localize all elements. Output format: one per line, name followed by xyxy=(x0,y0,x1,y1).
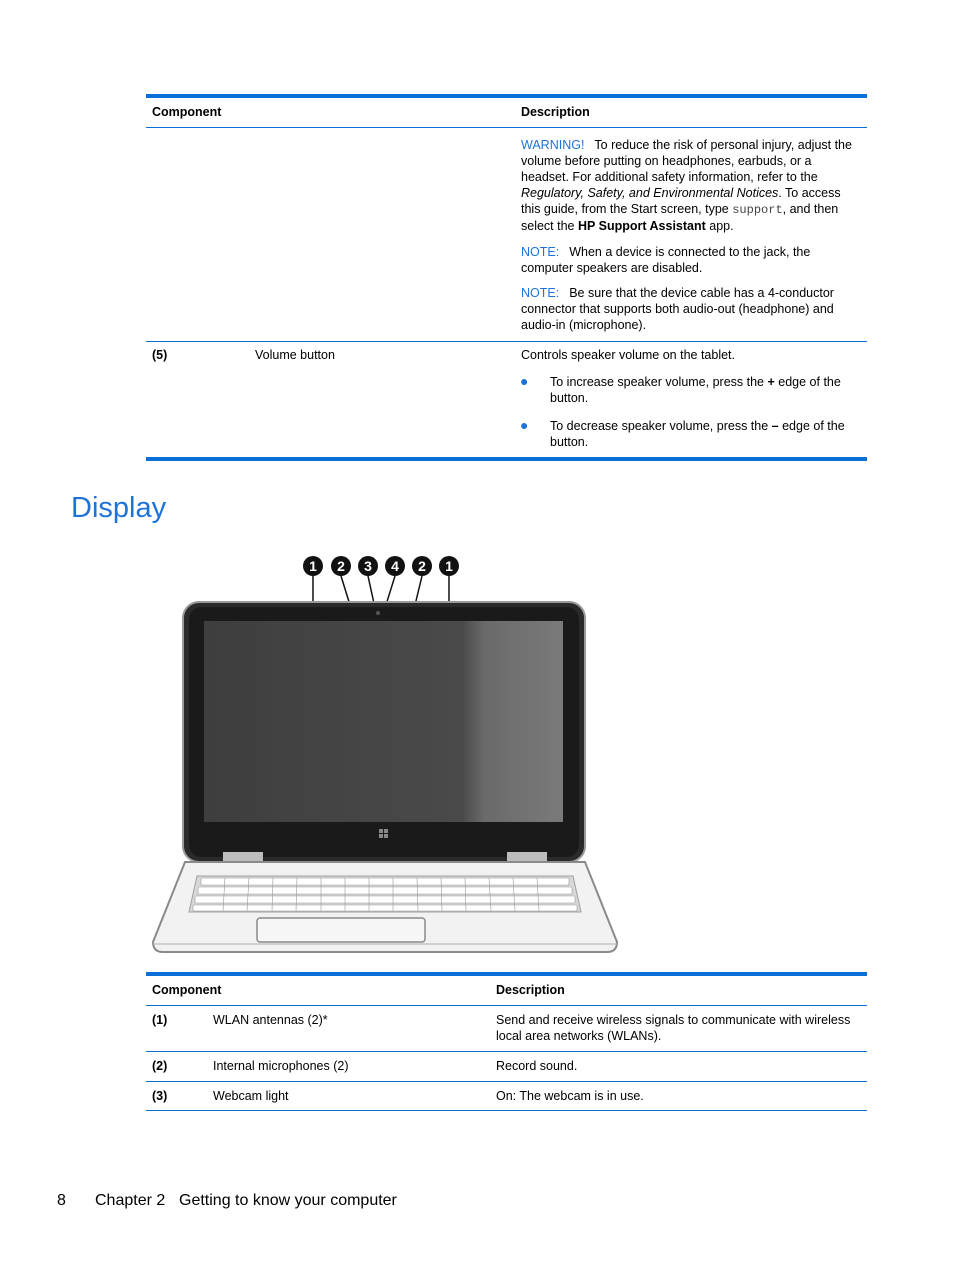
chapter-label: Chapter 2 xyxy=(95,1192,166,1209)
bullet-icon: ● xyxy=(520,373,529,389)
note-label: NOTE: xyxy=(521,286,560,300)
column-header-component: Component xyxy=(152,983,222,997)
row-description: On: The webcam is in use. xyxy=(496,1089,644,1103)
callout-3: 3 xyxy=(364,558,372,574)
bullet-item-increase xyxy=(550,374,860,406)
warning-command: support xyxy=(732,203,783,217)
header-divider xyxy=(146,1005,867,1006)
plus-symbol: + xyxy=(767,375,775,389)
row-number: (5) xyxy=(152,348,168,362)
row-divider xyxy=(146,1051,867,1052)
table-top-rule xyxy=(146,972,867,976)
row-number: (1) xyxy=(152,1013,168,1027)
row-component: Internal microphones (2) xyxy=(213,1059,349,1073)
chapter-title: Getting to know your computer xyxy=(179,1192,397,1209)
row-description: Controls speaker volume on the tablet. xyxy=(521,348,736,362)
warning-app-name: HP Support Assistant xyxy=(578,219,706,233)
note-text: When a device is connected to the jack, the computer speakers are disabled. xyxy=(521,245,811,275)
note-text: Be sure that the device cable has a 4-conductor connector that supports both audio-out (headphone) and audio-in (microphone). xyxy=(521,286,834,332)
row-divider xyxy=(146,1110,867,1111)
row-component: WLAN antennas (2)* xyxy=(213,1013,328,1027)
warning-text-4: app. xyxy=(709,219,734,233)
warning-block xyxy=(521,137,861,234)
row-component: Webcam light xyxy=(213,1089,289,1103)
section-title: Display xyxy=(71,492,167,524)
header-divider xyxy=(146,127,867,128)
warning-label: WARNING! xyxy=(521,138,585,152)
laptop-display-illustration xyxy=(145,550,625,960)
column-header-description: Description xyxy=(521,105,590,119)
row-number: (2) xyxy=(152,1059,168,1073)
bullet-text: edge of the button. xyxy=(550,375,841,405)
row-component: Volume button xyxy=(255,348,335,362)
row-divider xyxy=(146,341,867,342)
callout-4: 4 xyxy=(391,558,399,574)
row-divider xyxy=(146,1081,867,1082)
bullet-text: To increase speaker volume, press the xyxy=(550,375,764,389)
column-header-component: Component xyxy=(152,105,222,119)
bullet-item-decrease xyxy=(550,418,860,450)
warning-text-2: . To access this guide, from the Start screen, type xyxy=(521,186,841,216)
bullet-text: To decrease speaker volume, press the xyxy=(550,419,769,433)
callout-2: 2 xyxy=(337,558,345,574)
minus-symbol: – xyxy=(771,419,779,433)
callout-1b: 1 xyxy=(445,558,453,574)
page-number: 8 xyxy=(57,1192,66,1209)
bullet-icon: ● xyxy=(520,417,529,433)
callout-markers xyxy=(303,556,459,576)
warning-guide-title: Regulatory, Safety, and Environmental Notices xyxy=(521,186,779,200)
callout-1: 1 xyxy=(309,558,317,574)
row-description: Send and receive wireless signals to communicate with wireless local area networks (WLANs). xyxy=(496,1013,851,1043)
warning-text-1: To reduce the risk of personal injury, adjust the volume before putting on headphones, earbuds, or a headset. For additional safety information, refer to the xyxy=(521,138,852,184)
note-block-2 xyxy=(521,285,861,333)
table-top-rule xyxy=(146,94,867,98)
table-bottom-rule xyxy=(146,457,867,461)
row-description: Record sound. xyxy=(496,1059,578,1073)
callout-2b: 2 xyxy=(418,558,426,574)
note-label: NOTE: xyxy=(521,245,560,259)
warning-text-3: , and then select the xyxy=(521,202,839,233)
column-header-description: Description xyxy=(496,983,565,997)
bullet-text: edge of the button. xyxy=(550,419,845,449)
row-number: (3) xyxy=(152,1089,168,1103)
note-block-1 xyxy=(521,244,861,276)
